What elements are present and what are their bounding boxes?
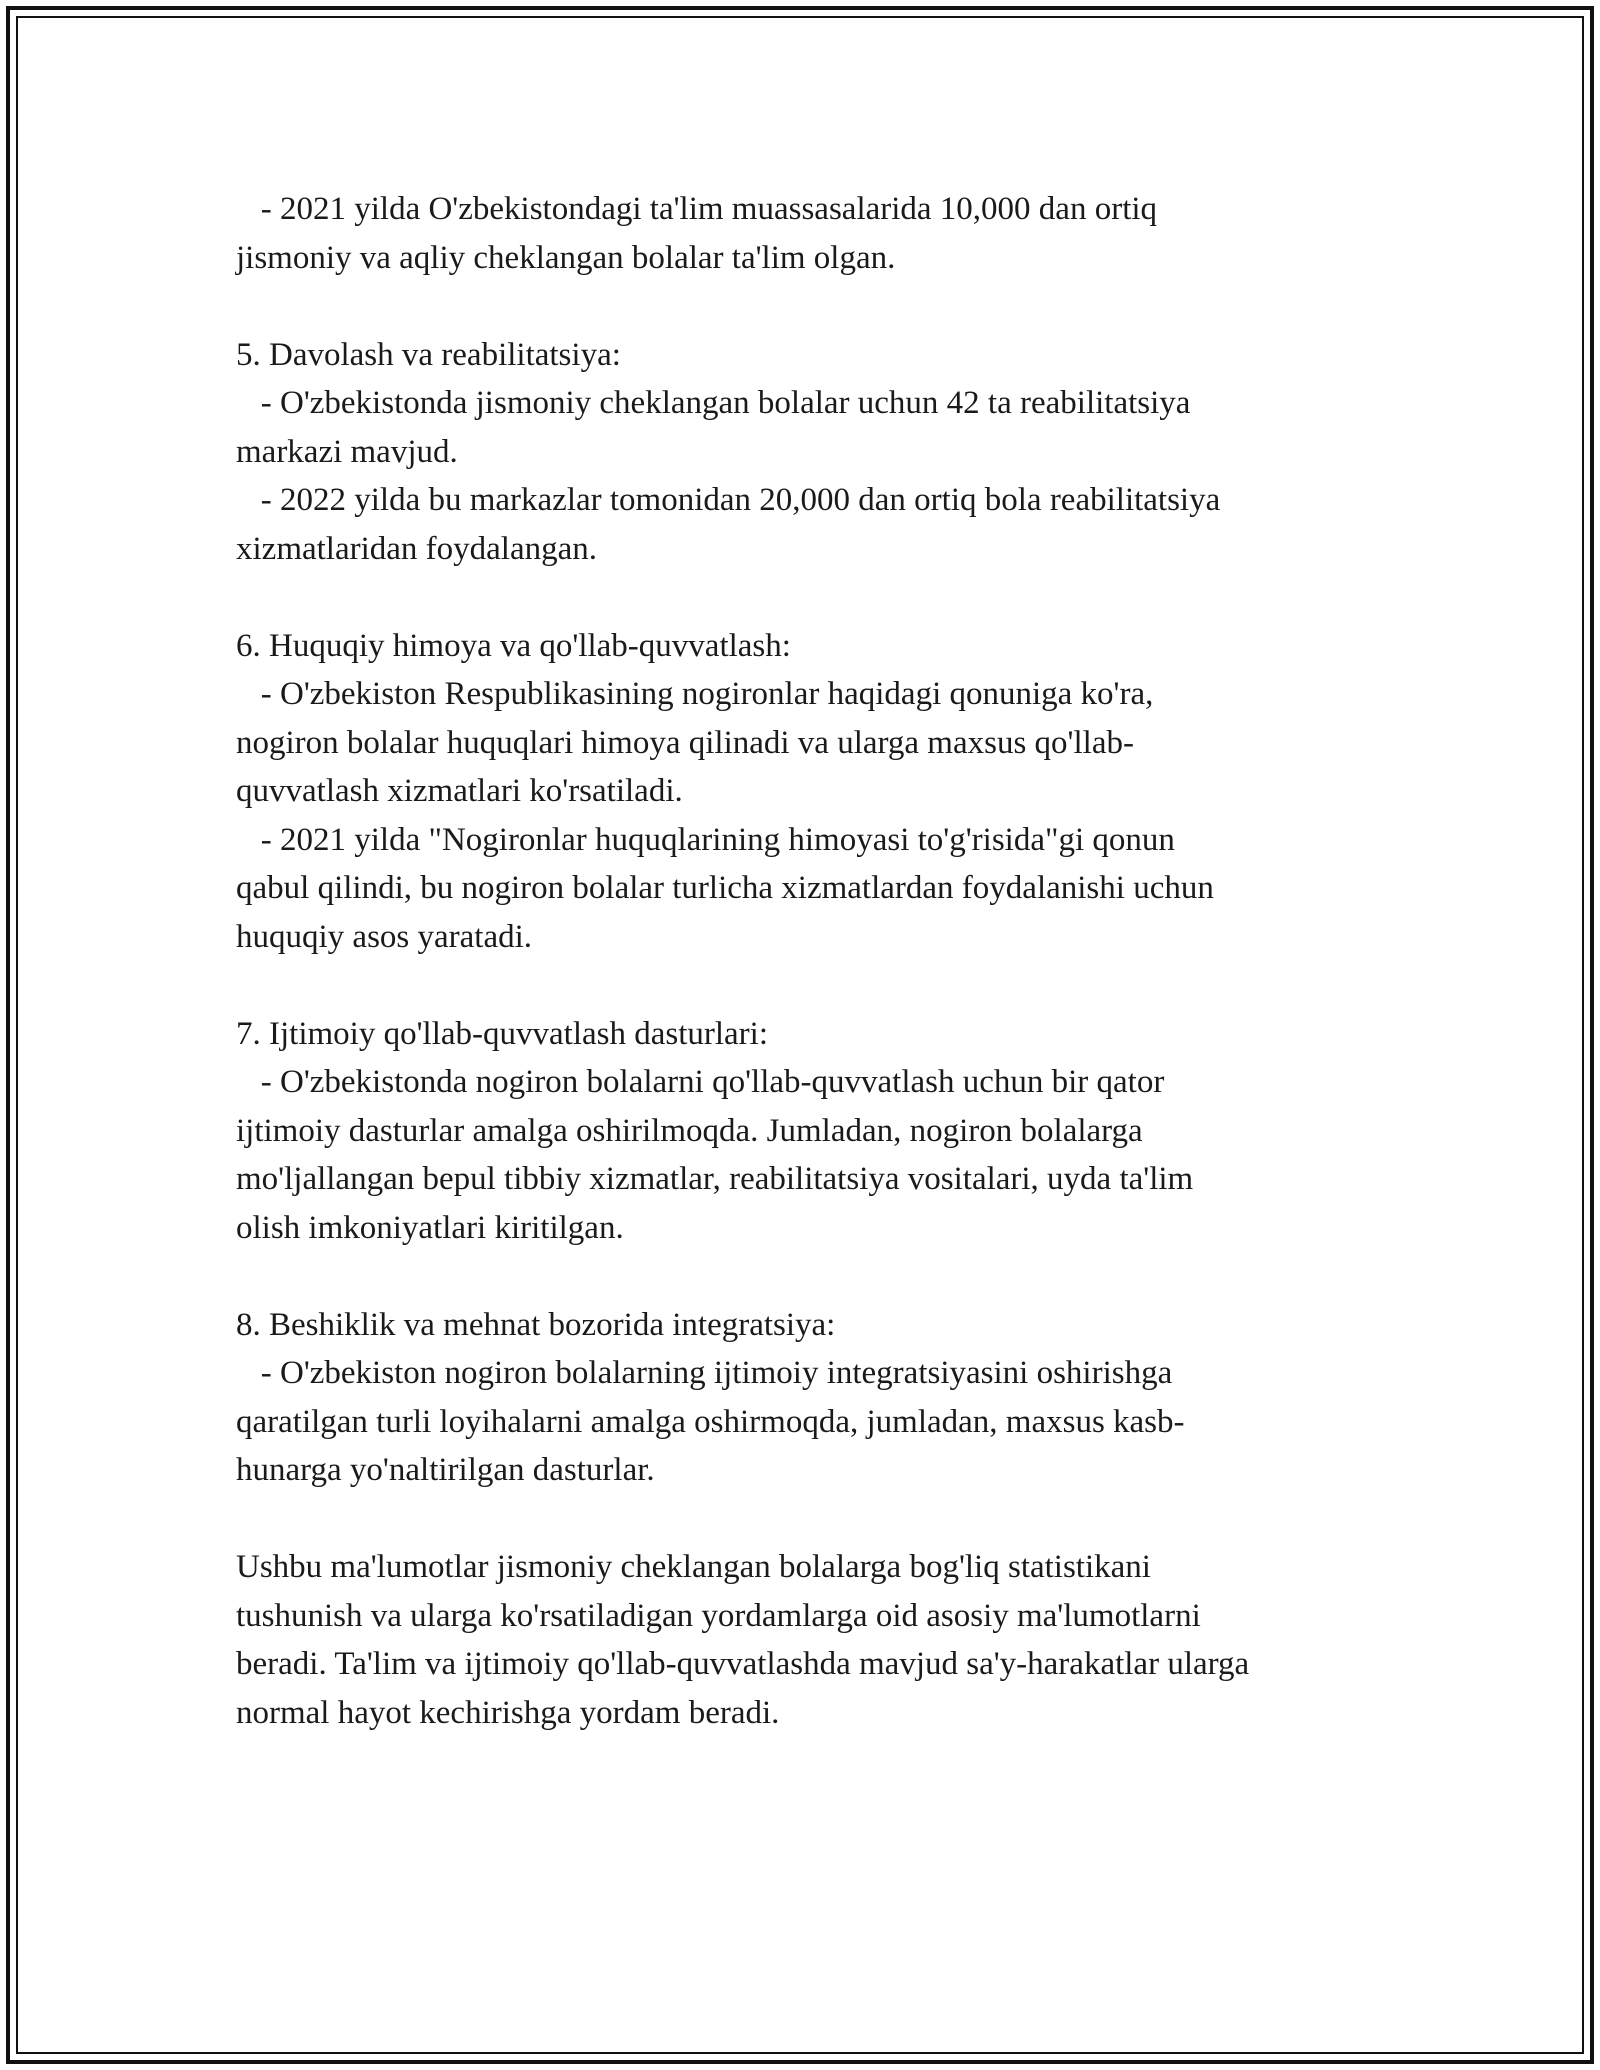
text-line: quvvatlash xizmatlari ko'rsatiladi.: [236, 773, 683, 809]
blank-line: [236, 282, 1386, 331]
text-line: - 2021 yilda "Nogironlar huquqlarining himoyasi to'g'risida"gi qonun: [236, 821, 1175, 858]
text-line: - O'zbekiston Respublikasining nogironlar haqidagi qonuniga ko'ra,: [236, 676, 1154, 712]
section-heading-5: 5. Davolash va reabilitatsiya:: [236, 336, 621, 373]
text-line: - 2021 yilda O'zbekistondagi ta'lim muassasalarida 10,000 dan ortiq: [236, 191, 1158, 227]
text-line: huquqiy asos yaratadi.: [236, 918, 533, 955]
text-line: xizmatlaridan foydalangan.: [236, 530, 598, 567]
text-line: - O'zbekiston nogiron bolalarning ijtimoiy integratsiyasini oshirishga: [236, 1355, 1173, 1391]
text-line: olish imkoniyatlari kiritilgan.: [236, 1209, 624, 1246]
conclusion-line: normal hayot kechirishga yordam beradi.: [236, 1694, 780, 1731]
text-line: hunarga yo'naltirilgan dasturlar.: [236, 1452, 655, 1488]
text-line: - O'zbekistonda jismoniy cheklangan bolalar uchun 42 ta reabilitatsiya: [236, 385, 1191, 421]
document-body: [236, 185, 1386, 1737]
text-line: - O'zbekistonda nogiron bolalarni qo'llab-quvvatlash uchun bir qator: [236, 1064, 1165, 1100]
blank-line: [236, 1252, 1386, 1301]
blank-line: [236, 961, 1386, 1010]
conclusion-line: tushunish va ularga ko'rsatiladigan yordamlarga oid asosiy ma'lumotlarni: [236, 1597, 1201, 1634]
text-line: nogiron bolalar huquqlari himoya qilinadi va ularga maxsus qo'llab-: [236, 724, 1134, 761]
text-line: jismoniy va aqliy cheklangan bolalar ta'lim olgan.: [236, 239, 896, 276]
text-line: mo'ljallangan bepul tibbiy xizmatlar, reabilitatsiya vositalari, uyda ta'lim: [236, 1161, 1194, 1197]
blank-line: [236, 1495, 1386, 1544]
section-heading-6: 6. Huquqiy himoya va qo'llab-quvvatlash:: [236, 627, 791, 664]
section-heading-7: 7. Ijtimoiy qo'llab-quvvatlash dasturlari:: [236, 1015, 769, 1052]
text-line: qabul qilindi, bu nogiron bolalar turlicha xizmatlardan foydalanishi uchun: [236, 870, 1214, 906]
text-line: ijtimoiy dasturlar amalga oshirilmoqda. Jumladan, nogiron bolalarga: [236, 1112, 1143, 1149]
blank-line: [236, 573, 1386, 622]
conclusion-line: Ushbu ma'lumotlar jismoniy cheklangan bolalarga bog'liq statistikani: [236, 1549, 1151, 1585]
text-line: markazi mavjud.: [236, 433, 458, 470]
conclusion-line: beradi. Ta'lim va ijtimoiy qo'llab-quvvatlashda mavjud sa'y-harakatlar ularga: [236, 1646, 1250, 1682]
section-heading-8: 8. Beshiklik va mehnat bozorida integratsiya:: [236, 1306, 836, 1343]
text-line: - 2022 yilda bu markazlar tomonidan 20,000 dan ortiq bola reabilitatsiya: [236, 482, 1221, 518]
text-line: qaratilgan turli loyihalarni amalga oshirmoqda, jumladan, maxsus kasb-: [236, 1403, 1185, 1440]
